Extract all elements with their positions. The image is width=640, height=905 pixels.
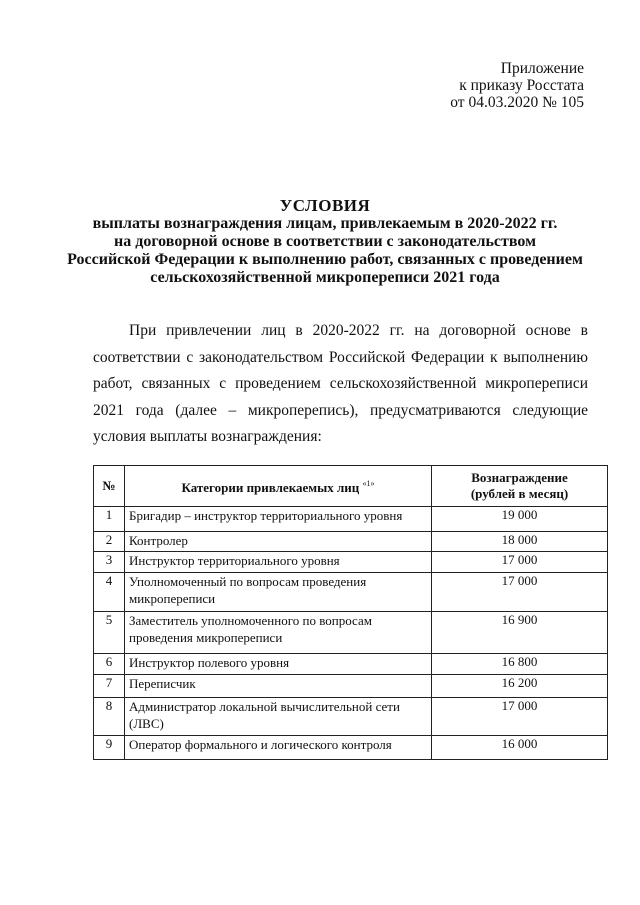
title-line-1: выплаты вознаграждения лицам, привлекаемым в 2020-2022 гг. bbox=[92, 215, 558, 232]
header-payment bbox=[432, 466, 608, 507]
row-number: 1 bbox=[94, 507, 125, 532]
title-line-2: на договорной основе в соответствии с законодательством bbox=[114, 233, 536, 250]
row-category: Оператор формального и логического контроля bbox=[125, 736, 432, 760]
row-payment: 17 000 bbox=[432, 698, 608, 736]
appendix-line-2: к приказу Росстата bbox=[459, 77, 584, 94]
payment-table bbox=[93, 465, 608, 760]
row-category: Заместитель уполномоченного по вопросам проведения микропереписи bbox=[125, 612, 432, 654]
table-header-row bbox=[94, 466, 608, 507]
intro-paragraph: При привлечении лиц в 2020-2022 гг. на договорной основе в соответствии с законодательством Российской Федерации к выполнению работ, связанных с проведением сельскохозяйственной микропереписи 2021 года (далее – микроперепись), предусматриваются следующие условия выплаты вознаграждения: bbox=[93, 322, 588, 445]
header-payment-line-1: Вознаграждение bbox=[471, 470, 568, 485]
row-number: 6 bbox=[94, 654, 125, 675]
table-row bbox=[94, 573, 608, 612]
footnote-marker: «1» bbox=[362, 479, 375, 488]
row-number: 4 bbox=[94, 573, 125, 612]
row-payment: 18 000 bbox=[432, 532, 608, 552]
table-row bbox=[94, 507, 608, 532]
row-payment: 19 000 bbox=[432, 507, 608, 532]
appendix-line-3: от 04.03.2020 № 105 bbox=[450, 94, 584, 111]
row-payment: 17 000 bbox=[432, 552, 608, 573]
row-category: Инструктор территориального уровня bbox=[125, 552, 432, 573]
row-payment: 16 800 bbox=[432, 654, 608, 675]
table-row bbox=[94, 654, 608, 675]
appendix-line-1: Приложение bbox=[500, 60, 584, 77]
row-number: 9 bbox=[94, 736, 125, 760]
table-row bbox=[94, 736, 608, 760]
row-number: 2 bbox=[94, 532, 125, 552]
title-line-4: сельскохозяйственной микропереписи 2021 года bbox=[150, 269, 500, 286]
row-category: Уполномоченный по вопросам проведения микропереписи bbox=[125, 573, 432, 612]
table-row bbox=[94, 532, 608, 552]
row-payment: 16 200 bbox=[432, 675, 608, 698]
header-number: № bbox=[94, 466, 125, 507]
table-row bbox=[94, 675, 608, 698]
table-row bbox=[94, 552, 608, 573]
header-payment-line-2: (рублей в месяц) bbox=[470, 486, 569, 501]
row-number: 8 bbox=[94, 698, 125, 736]
row-category: Инструктор полевого уровня bbox=[125, 654, 432, 675]
header-category-label: Категории привлекаемых лиц bbox=[181, 480, 360, 495]
table-row bbox=[94, 612, 608, 654]
row-category: Переписчик bbox=[125, 675, 432, 698]
row-payment: 16 900 bbox=[432, 612, 608, 654]
row-payment: 16 000 bbox=[432, 736, 608, 760]
row-number: 5 bbox=[94, 612, 125, 654]
document-title bbox=[60, 197, 590, 287]
row-category: Администратор локальной вычислительной сети (ЛВС) bbox=[125, 698, 432, 736]
appendix-reference bbox=[420, 60, 584, 111]
row-category: Бригадир – инструктор территориального уровня bbox=[125, 507, 432, 532]
header-category bbox=[125, 466, 432, 507]
table-row bbox=[94, 698, 608, 736]
title-main: УСЛОВИЯ bbox=[279, 196, 371, 215]
row-category: Контролер bbox=[125, 532, 432, 552]
row-payment: 17 000 bbox=[432, 573, 608, 612]
row-number: 3 bbox=[94, 552, 125, 573]
row-number: 7 bbox=[94, 675, 125, 698]
title-line-3: Российской Федерации к выполнению работ, связанных с проведением bbox=[67, 251, 583, 268]
